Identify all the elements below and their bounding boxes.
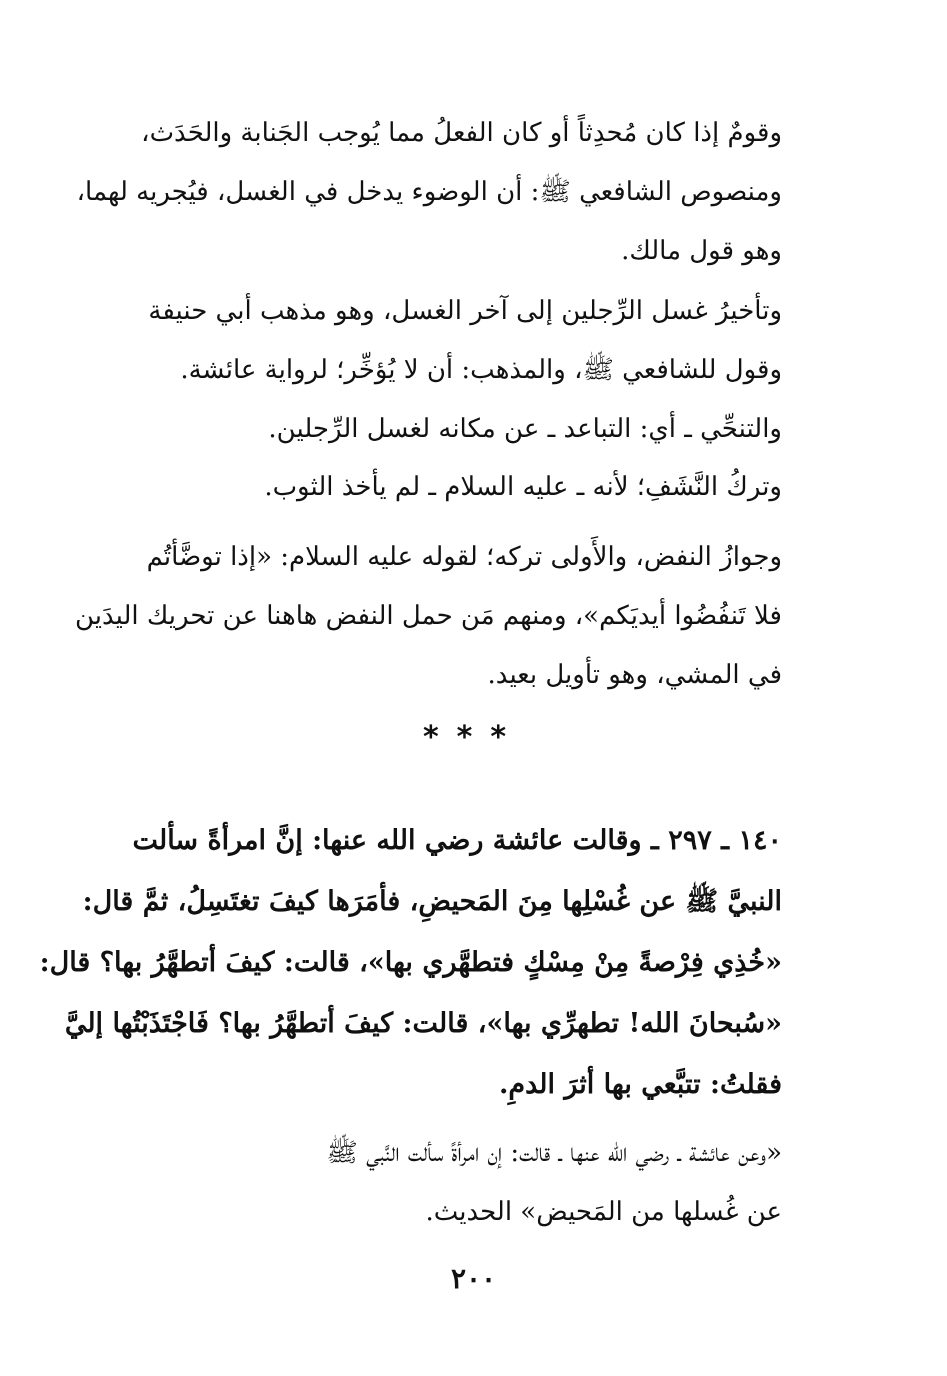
hadith-text — [39, 810, 832, 1115]
paragraph-text — [110, 282, 832, 400]
text-line: ومنصوص الشافعي ﷺ: أن الوضوء يدخل في الغسل، فيُجريه لهما، — [76, 177, 782, 207]
section-separator: *** — [422, 720, 525, 755]
paragraph-text — [76, 104, 832, 281]
text-line: وجوازُ النفض، والأَولى تركه؛ لقوله عليه السلام: «إذا توضَّأتُم — [146, 542, 782, 572]
text-line: وقول للشافعي ﷺ، والمذهب: أن لا يُؤخِّر؛ لرواية عائشة. — [180, 355, 782, 385]
text-line: وتركُ النَّشَفِ؛ لأنه ـ عليه السلام ـ لم يأخذ الثوب. — [264, 472, 782, 502]
text-line: وهو قول مالك. — [621, 236, 782, 266]
paragraph-text — [110, 1124, 832, 1242]
page-number: ٢٠٠ — [450, 1262, 497, 1295]
text-line: وتأخيرُ غسل الرِّجلين إلى آخر الغسل، وهو مذهب أبي حنيفة — [148, 296, 782, 326]
text-line: في المشي، وهو تأويل بعيد. — [487, 660, 782, 690]
text-line: «خُذِي فِرْصةً مِنْ مِسْكٍ فتطهَّري بها»، قالت: كيفَ أتطهَّرُ بها؟ قال: — [39, 947, 782, 978]
paragraph-delay-washing-feet — [110, 282, 832, 400]
hadith-140 — [39, 810, 832, 1115]
text-line: «سُبحانَ الله! تطهرِّي بها»، قالت: كيفَ أتطهَّرُ بها؟ فَاجْتَذَبْتُها إليَّ — [64, 1008, 782, 1039]
text-line: فلا تَنفُضُوا أيديَكم»، ومنهم مَن حمل النفض هاهنا عن تحريك اليدَين — [74, 601, 782, 631]
text-line: وقومٌ إذا كان مُحدِثاً أو كان الفعلُ مما يُوجب الجَنابة والحَدَث، — [141, 118, 782, 148]
text-line: فقلتُ: تتبَّعي بها أثرَ الدمِ. — [498, 1069, 782, 1100]
text-line: ١٤٠ ـ ٢٩٧ ـ وقالت عائشة رضي الله عنها: إنَّ امرأةً سألت — [132, 825, 782, 856]
paragraph-moving-away — [110, 400, 832, 459]
text-line: النبيَّ ﷺ عن غُسْلِها مِنَ المَحيضِ، فأمَرَها كيفَ تغتَسِلُ، ثمَّ قال: — [82, 886, 782, 917]
paragraph-shaking-hands — [74, 528, 832, 705]
paragraph-drying — [110, 458, 832, 517]
paragraph-text — [110, 400, 832, 459]
text-line: «وعن عائشة ـ رضي الله عنها ـ قالت: إن امرأةً سألت النَّبي ﷺ — [326, 1138, 782, 1168]
paragraph-text — [110, 458, 832, 517]
text-line: عن غُسلها من المَحيض» الحديث. — [425, 1197, 782, 1227]
text-line: والتنحِّي ـ أي: التباعد ـ عن مكانه لغسل الرِّجلين. — [268, 414, 782, 444]
paragraph-wudu-in-ghusl — [76, 104, 832, 281]
paragraph-text — [74, 528, 832, 705]
commentary-hadith-140 — [110, 1124, 832, 1242]
